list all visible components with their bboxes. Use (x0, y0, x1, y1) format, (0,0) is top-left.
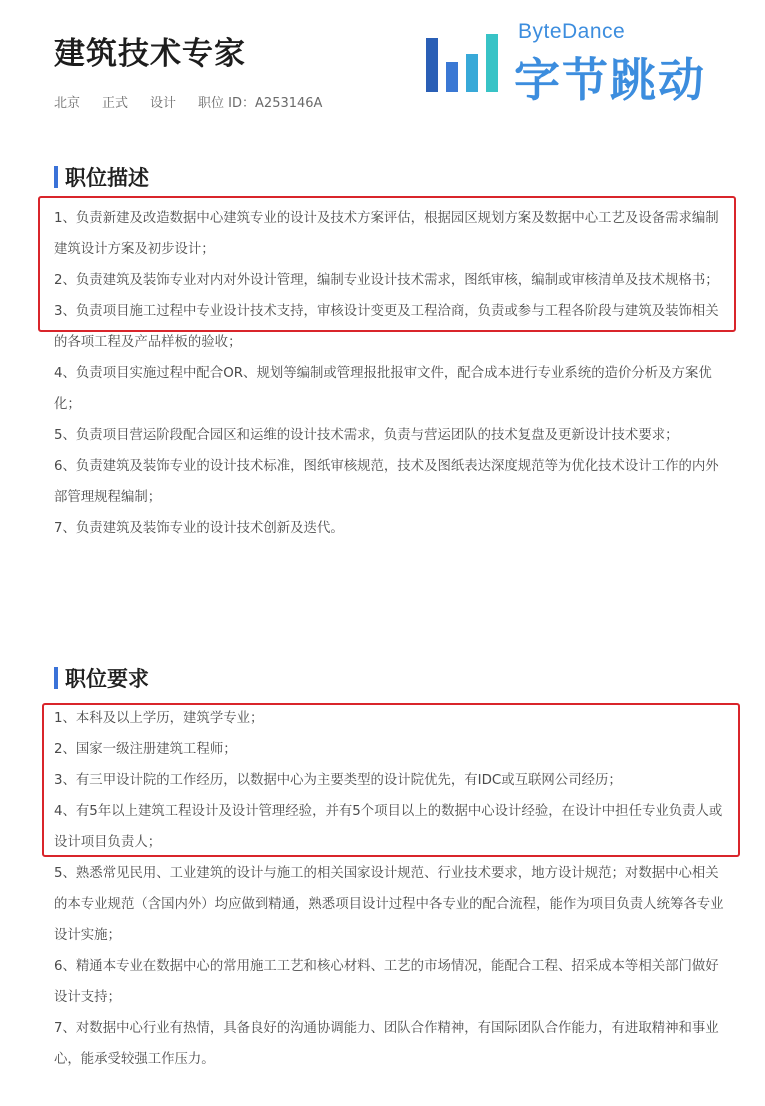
meta-category: 设计 (150, 96, 177, 111)
bytedance-bars-logo-icon (424, 32, 504, 96)
list-item: 3、负责项目施工过程中专业设计技术支持，审核设计变更及工程洽商，负责或参与工程各阶段与建筑及装饰相关的各项工程及产品样板的验收； (54, 304, 719, 350)
job-meta (54, 92, 322, 111)
highlight-box-requirements (42, 703, 740, 857)
highlight-box-description (38, 196, 736, 332)
list-item: 4、负责项目实施过程中配合OR、规划等编制或管理报批报审文件，配合成本进行专业系统的造价分析及方案优化； (54, 366, 712, 412)
requirements-heading-text: 职位要求 (65, 667, 149, 691)
list-item: 6、精通本专业在数据中心的常用施工工艺和核心材料、工艺的市场情况，能配合工程、招采成本等相关部门做好设计支持； (54, 959, 719, 1005)
heading-accent-bar (54, 667, 58, 689)
meta-location: 北京 (54, 96, 81, 111)
heading-accent-bar (54, 166, 58, 188)
list-item: 2、负责建筑及装饰专业对内对外设计管理，编制专业设计技术需求，图纸审核，编制或审核清单及技术规格书； (54, 273, 719, 288)
list-item: 6、负责建筑及装饰专业的设计技术标准，图纸审核规范，技术及图纸表达深度规范等为优化技术设计工作的内外部管理规程编制； (54, 459, 719, 505)
list-item: 4、有5年以上建筑工程设计及设计管理经验，并有5个项目以上的数据中心设计经验，在设计中担任专业负责人或设计项目负责人； (54, 804, 723, 850)
description-heading-text: 职位描述 (65, 166, 149, 190)
logo-text-en: ByteDance (518, 20, 626, 43)
meta-job-id: 职位 ID：A253146A (198, 96, 323, 111)
list-item: 5、负责项目营运阶段配合园区和运维的设计技术需求，负责与营运团队的技术复盘及更新设计技术要求； (54, 428, 679, 443)
job-title: 建筑技术专家 (54, 36, 246, 72)
meta-type: 正式 (102, 96, 129, 111)
list-item: 7、对数据中心行业有热情，具备良好的沟通协调能力、团队合作精神，有国际团队合作能力，有进取精神和事业心，能承受较强工作压力。 (54, 1021, 719, 1067)
bytedance-logo (424, 20, 734, 107)
list-item: 3、有三甲设计院的工作经历，以数据中心为主要类型的设计院优先，有IDC或互联网公司经历； (54, 773, 622, 788)
requirements-heading (54, 663, 149, 693)
list-item: 1、本科及以上学历，建筑学专业； (54, 711, 264, 726)
list-item: 5、熟悉常见民用、工业建筑的设计与施工的相关国家设计规范、行业技术要求，地方设计规范；对数据中心相关的本专业规范（含国内外）均应做到精通，熟悉项目设计过程中各专业的配合流程，能作为项目负责人统筹各专业设计实施； (54, 866, 724, 943)
list-item: 2、国家一级注册建筑工程师； (54, 742, 237, 757)
logo-text-cn: 字节跳动 (514, 53, 706, 107)
description-heading (54, 162, 149, 192)
list-item: 7、负责建筑及装饰专业的设计技术创新及迭代。 (54, 521, 344, 536)
list-item: 1、负责新建及改造数据中心建筑专业的设计及技术方案评估，根据园区规划方案及数据中心工艺及设备需求编制建筑设计方案及初步设计； (54, 211, 719, 257)
